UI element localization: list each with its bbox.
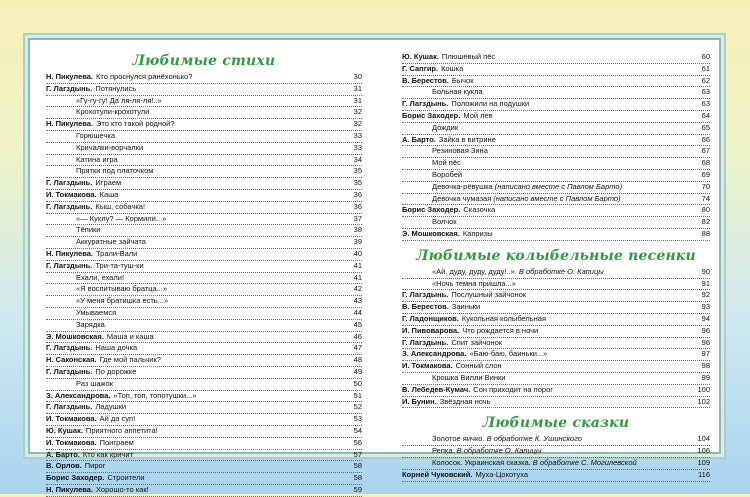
toc-entry-page-number: 35 xyxy=(353,166,362,176)
toc-entry-author: Г. Лагздынь. xyxy=(46,343,93,353)
toc-entry-title: Девочка-рёвушка xyxy=(432,181,493,191)
toc-entry xyxy=(402,182,710,194)
toc-entry xyxy=(402,99,710,111)
toc-entry xyxy=(402,361,710,373)
toc-entry-page-number: 102 xyxy=(697,396,710,406)
toc-entry-author: Н. Саконская. xyxy=(46,355,97,365)
toc-entry-title: Строители xyxy=(107,473,145,483)
toc-entry-page-number: 96 xyxy=(701,325,710,335)
toc-entry-page-number: 58 xyxy=(353,461,362,471)
toc-entry-author: Ю. Кушак. xyxy=(46,425,83,435)
toc-entry-page-number: 52 xyxy=(353,402,362,412)
toc-entry xyxy=(46,320,362,332)
toc-entry-author: Г. Ладонщиков. xyxy=(402,313,459,323)
toc-entry xyxy=(46,131,362,143)
toc-entry-title: Приятного аппетита! xyxy=(85,425,158,435)
toc-entry-title: Плюшевый пёс xyxy=(441,52,496,61)
toc-entry-author: В. Лебедев-Кумач. xyxy=(402,384,471,394)
toc-entry xyxy=(46,107,362,119)
toc-entry xyxy=(46,96,362,108)
toc-entry-page-number: 56 xyxy=(353,437,362,447)
toc-entry-title: Кошка xyxy=(441,63,464,73)
left-column xyxy=(46,52,362,497)
toc-entry xyxy=(402,446,710,458)
toc-entry xyxy=(46,308,362,320)
toc-entry xyxy=(46,343,362,355)
toc-entry-page-number: 57 xyxy=(353,449,362,459)
right-column xyxy=(402,52,710,482)
toc-entry xyxy=(46,261,362,273)
toc-list-tales xyxy=(402,434,710,481)
toc-entry-page-number: 68 xyxy=(701,158,710,168)
toc-entry-title: «Гу-гу-гу! Да ля-ля-ля!..» xyxy=(76,95,162,105)
toc-entry-note: В обработке К. Ушинского xyxy=(486,434,582,444)
toc-entry-author: Г. Лагздынь. xyxy=(402,290,449,300)
toc-entry xyxy=(46,214,362,226)
toc-entry-page-number: 90 xyxy=(701,266,710,276)
toc-entry xyxy=(402,314,710,326)
toc-entry-author: Корней Чуковский. xyxy=(402,469,473,479)
toc-entry-author: Г. Лагздынь. xyxy=(402,99,449,109)
toc-entry-title: Колосок. Украинская сказка. xyxy=(432,457,531,467)
toc-page xyxy=(28,38,721,494)
toc-entry xyxy=(402,290,710,302)
toc-entry-title: Катина игра xyxy=(76,154,118,164)
toc-entry xyxy=(46,355,362,367)
toc-entry xyxy=(402,76,710,88)
toc-entry-page-number: 33 xyxy=(353,142,362,152)
toc-entry-author: А. Барто. xyxy=(46,449,80,459)
section-title-lullabies: Любимые колыбельные песенки xyxy=(416,247,696,264)
toc-entry-author: И. Бунин. xyxy=(402,396,437,406)
toc-entry-title: «— Куклу? — Кормили...» xyxy=(76,213,167,223)
toc-entry-title: Муха-Цокотуха xyxy=(475,469,529,479)
toc-entry-author: Г. Лагздынь. xyxy=(46,201,93,211)
toc-entry-title: Потянулись xyxy=(95,83,137,93)
toc-entry xyxy=(46,237,362,249)
toc-entry-page-number: 37 xyxy=(353,213,362,223)
toc-entry-page-number: 88 xyxy=(701,228,710,238)
toc-entry-author: И. Пивоварова. xyxy=(402,325,460,335)
toc-entry-note: (написано вместе с Павлом Барто) xyxy=(493,193,621,203)
toc-entry xyxy=(46,367,362,379)
toc-entry-page-number: 60 xyxy=(701,52,710,61)
toc-entry-title: Дождик xyxy=(432,122,459,132)
toc-entry-title: Маша и каша xyxy=(106,331,154,341)
toc-entry-page-number: 36 xyxy=(353,189,362,199)
toc-entry xyxy=(402,170,710,182)
toc-entry xyxy=(402,434,710,446)
toc-entry xyxy=(46,284,362,296)
toc-entry-title: Пирог xyxy=(84,461,106,471)
toc-entry-page-number: 32 xyxy=(353,107,362,117)
toc-entry-title: Бычок xyxy=(451,75,474,85)
toc-entry-title: Это кто такой родной? xyxy=(96,119,175,129)
toc-entry-author: Н. Пикулева. xyxy=(46,484,94,494)
toc-entry xyxy=(402,135,710,147)
toc-entry-note: В обработке О. Капицы xyxy=(456,446,542,456)
toc-entry-page-number: 30 xyxy=(353,72,362,81)
toc-entry xyxy=(402,349,710,361)
toc-entry-author: Борис Заходер. xyxy=(46,473,105,483)
toc-entry xyxy=(46,178,362,190)
toc-entry xyxy=(402,326,710,338)
toc-entry-author: Г. Сапгир. xyxy=(402,63,439,73)
toc-entry-page-number: 51 xyxy=(353,390,362,400)
toc-entry-page-number: 66 xyxy=(701,134,710,144)
toc-entry-title: Прятки под платочком xyxy=(76,166,154,176)
toc-entry xyxy=(46,155,362,167)
toc-entry xyxy=(402,123,710,135)
toc-entry xyxy=(46,166,362,178)
toc-entry-author: Борис Заходер. xyxy=(402,205,461,215)
toc-entry-author: Э. Мошковская. xyxy=(402,228,460,238)
toc-entry-title: Кыш, собачка! xyxy=(95,201,146,211)
section-title-tales: Любимые сказки xyxy=(482,415,630,432)
toc-entry-title: Ехали, ехали! xyxy=(76,272,125,282)
toc-entry-title: Заиньки xyxy=(451,302,481,312)
toc-entry-title: Кукольная колыбельная xyxy=(461,313,547,323)
toc-entry-page-number: 106 xyxy=(697,446,710,456)
toc-entry-title: Крошка Вилли Винки xyxy=(432,372,506,382)
toc-entry-title: Зарядка xyxy=(76,319,105,329)
toc-entry xyxy=(46,379,362,391)
toc-entry-title: Аккуратные зайчата xyxy=(76,237,146,247)
toc-entry-page-number: 61 xyxy=(701,63,710,73)
toc-entry-title: «Ай, дуду, дуду, дуду!..». xyxy=(432,266,517,276)
toc-entry xyxy=(46,119,362,131)
toc-entry-page-number: 93 xyxy=(701,302,710,312)
toc-entry xyxy=(46,426,362,438)
toc-entry xyxy=(402,458,710,470)
toc-entry-page-number: 45 xyxy=(353,319,362,329)
toc-entry-title: Капризы xyxy=(462,228,493,238)
toc-entry-author: З. Александрова. xyxy=(402,349,467,359)
toc-entry-page-number: 92 xyxy=(701,290,710,300)
toc-entry-page-number: 53 xyxy=(353,414,362,424)
toc-entry-author: В. Берестов. xyxy=(402,302,449,312)
toc-entry-page-number: 31 xyxy=(353,83,362,93)
toc-entry xyxy=(46,485,362,497)
toc-entry xyxy=(402,338,710,350)
toc-entry-title: Сказочка xyxy=(463,205,496,215)
toc-entry xyxy=(46,461,362,473)
toc-entry-title: Больная кукла xyxy=(432,87,483,97)
toc-entry-title: Послушный зайчонок xyxy=(451,290,527,300)
toc-entry-page-number: 34 xyxy=(353,154,362,164)
toc-entry-page-number: 33 xyxy=(353,130,362,140)
toc-list-poems-continued xyxy=(402,52,710,241)
toc-entry-title: Ладушки xyxy=(95,402,127,412)
toc-entry-page-number: 96 xyxy=(701,337,710,347)
toc-entry-title: Тёпики xyxy=(76,225,101,235)
toc-entry-author: Ю. Кушак. xyxy=(402,52,439,61)
toc-entry-author: А. Барто. xyxy=(402,134,436,144)
toc-entry-page-number: 31 xyxy=(353,95,362,105)
toc-entry xyxy=(46,402,362,414)
toc-entry-page-number: 116 xyxy=(698,469,710,479)
toc-entry-title: Мой лев xyxy=(463,110,493,120)
toc-entry-title: Воробей xyxy=(432,169,463,179)
toc-entry-author: З. Александрова. xyxy=(46,390,111,400)
toc-entry-page-number: 97 xyxy=(701,349,710,359)
toc-list-poems xyxy=(46,72,362,497)
toc-entry xyxy=(46,72,362,84)
toc-entry xyxy=(402,267,710,279)
toc-entry-title: Каша xyxy=(99,189,119,199)
toc-entry-title: Кто проснулся ранёхонько? xyxy=(96,72,193,81)
toc-entry-author: Борис Заходер. xyxy=(402,110,461,120)
toc-entry-title: Волчок xyxy=(432,217,457,227)
toc-entry-title: Где мой пальчик? xyxy=(99,355,161,365)
toc-entry-page-number: 100 xyxy=(697,384,710,394)
toc-entry-author: В. Орлов. xyxy=(46,461,82,471)
toc-entry-page-number: 91 xyxy=(701,278,710,288)
toc-entry-page-number: 50 xyxy=(353,378,362,388)
toc-entry-title: Наша дочка xyxy=(95,343,138,353)
toc-entry-page-number: 94 xyxy=(701,313,710,323)
toc-entry xyxy=(46,225,362,237)
toc-entry-title: Девочка чумазая xyxy=(432,193,492,203)
toc-entry-page-number: 38 xyxy=(353,225,362,235)
toc-entry-title: Трали-Вали xyxy=(96,248,138,258)
toc-entry-title: Играем xyxy=(95,178,122,188)
toc-entry-page-number: 42 xyxy=(353,284,362,294)
toc-entry xyxy=(402,194,710,206)
toc-entry-page-number: 63 xyxy=(701,87,710,97)
toc-entry xyxy=(402,158,710,170)
toc-entry-author: В. Берестов. xyxy=(402,75,449,85)
toc-entry-title: Спит зайчонок xyxy=(451,337,503,347)
toc-entry-page-number: 109 xyxy=(697,457,710,467)
toc-entry-title: Хорошо-то как! xyxy=(96,484,149,494)
toc-entry xyxy=(46,450,362,462)
toc-entry-page-number: 36 xyxy=(353,201,362,211)
toc-entry xyxy=(46,332,362,344)
toc-entry-title: Репка. xyxy=(432,446,455,456)
toc-entry-author: И. Токмакова. xyxy=(46,437,97,447)
toc-entry xyxy=(46,249,362,261)
toc-entry-page-number: 39 xyxy=(353,237,362,247)
toc-entry-title: «Я воспитываю братца...» xyxy=(76,284,168,294)
toc-entry xyxy=(46,414,362,426)
toc-entry-page-number: 64 xyxy=(701,110,710,120)
toc-entry-page-number: 58 xyxy=(353,473,362,483)
toc-entry-page-number: 59 xyxy=(353,484,362,494)
toc-entry-title: Положили на подушки xyxy=(451,99,530,109)
toc-entry xyxy=(402,302,710,314)
toc-entry-page-number: 69 xyxy=(701,169,710,179)
toc-entry-author: И. Токмакова. xyxy=(46,189,97,199)
toc-entry-page-number: 74 xyxy=(701,193,710,203)
toc-entry-author: Г. Лагздынь. xyxy=(46,260,93,270)
toc-entry xyxy=(402,111,710,123)
toc-entry-title: Золотое яичко. xyxy=(432,434,485,444)
toc-entry-page-number: 98 xyxy=(701,361,710,371)
toc-entry xyxy=(402,279,710,291)
toc-entry-page-number: 32 xyxy=(353,119,362,129)
toc-entry-page-number: 48 xyxy=(353,355,362,365)
toc-entry-page-number: 80 xyxy=(701,205,710,215)
toc-entry xyxy=(402,146,710,158)
toc-entry-author: Г. Лагздынь. xyxy=(46,178,93,188)
toc-entry-author: Г. Лагздынь. xyxy=(46,366,93,376)
toc-entry-title: Поиграем xyxy=(99,437,134,447)
toc-entry-title: Раз шажок xyxy=(76,378,114,388)
toc-entry-author: Н. Пикулева. xyxy=(46,119,94,129)
toc-entry xyxy=(402,205,710,217)
toc-entry-page-number: 54 xyxy=(353,425,362,435)
toc-entry-title: Три-та-туш-ки xyxy=(95,260,144,270)
toc-entry-title: Резиновая Зина xyxy=(432,146,488,156)
toc-entry xyxy=(402,470,710,482)
toc-entry-author: Г. Лагздынь. xyxy=(46,402,93,412)
toc-entry-page-number: 99 xyxy=(701,372,710,382)
toc-entry xyxy=(402,64,710,76)
toc-entry xyxy=(402,52,710,64)
toc-entry-page-number: 43 xyxy=(353,296,362,306)
toc-entry-page-number: 40 xyxy=(353,248,362,258)
toc-entry-page-number: 41 xyxy=(353,272,362,282)
toc-entry-title: Кричалки-ворчалки xyxy=(76,142,144,152)
toc-entry-page-number: 49 xyxy=(353,366,362,376)
toc-entry-author: Г. Лагздынь. xyxy=(46,83,93,93)
section-title-poems: Любимые стихи xyxy=(132,53,276,69)
toc-entry xyxy=(46,84,362,96)
toc-entry xyxy=(46,473,362,485)
toc-entry xyxy=(46,273,362,285)
toc-entry-page-number: 70 xyxy=(701,181,710,191)
toc-entry-title: Ай да суп! xyxy=(99,414,136,424)
toc-entry-page-number: 62 xyxy=(701,75,710,85)
toc-entry-author: И. Токмакова. xyxy=(402,361,453,371)
toc-entry-page-number: 65 xyxy=(701,122,710,132)
toc-entry-title: Сон приходит на порог xyxy=(473,384,553,394)
toc-entry-author: И. Токмакова. xyxy=(46,414,97,424)
toc-entry-title: Звёздная ночь xyxy=(439,396,491,406)
toc-entry-title: Сонный слон xyxy=(455,361,502,371)
toc-entry-page-number: 104 xyxy=(697,434,710,444)
toc-entry xyxy=(402,217,710,229)
toc-entry-author: Э. Мошковская. xyxy=(46,331,104,341)
toc-entry-author: Г. Лагздынь. xyxy=(402,337,449,347)
toc-entry xyxy=(402,385,710,397)
toc-entry-page-number: 46 xyxy=(353,331,362,341)
toc-entry-title: Зайка в витрине xyxy=(438,134,496,144)
toc-entry-title: Горюшечка xyxy=(76,130,115,140)
toc-entry-page-number: 35 xyxy=(353,178,362,188)
toc-entry xyxy=(46,190,362,202)
toc-entry-note: (написано вместе с Павлом Барто) xyxy=(494,181,623,191)
toc-entry xyxy=(402,397,710,409)
toc-entry-page-number: 82 xyxy=(701,217,710,227)
toc-entry-author: Н. Пикулева. xyxy=(46,72,94,81)
toc-entry-author: Н. Пикулева. xyxy=(46,248,94,258)
toc-entry xyxy=(46,438,362,450)
toc-entry-page-number: 47 xyxy=(353,343,362,353)
toc-entry-title: Мой пёс xyxy=(432,158,461,168)
toc-entry-title: Крохотули-крохотули xyxy=(76,107,150,117)
toc-entry-page-number: 67 xyxy=(701,146,710,156)
toc-entry-title: Кто как кричит xyxy=(82,449,134,459)
toc-entry xyxy=(402,229,710,241)
toc-entry-note: В обработке С. Могилевской xyxy=(532,457,637,467)
toc-entry-page-number: 44 xyxy=(353,307,362,317)
toc-entry-title: Умываемся xyxy=(76,307,117,317)
toc-entry xyxy=(402,87,710,99)
toc-entry-title: По дорожке xyxy=(95,366,137,376)
toc-entry xyxy=(46,202,362,214)
toc-entry-page-number: 41 xyxy=(353,260,362,270)
toc-entry xyxy=(46,143,362,155)
toc-entry xyxy=(46,391,362,403)
toc-entry-title: «У меня братишка есть...» xyxy=(76,296,169,306)
toc-entry xyxy=(46,296,362,308)
toc-entry-title: «Ночь темна пришла...» xyxy=(432,278,516,288)
toc-entry xyxy=(402,373,710,385)
toc-entry-title: Что рождается в ночи xyxy=(462,325,539,335)
toc-entry-note: В обработке О. Капицы xyxy=(518,266,604,276)
toc-entry-title: «Топ, топ, топотушки...» xyxy=(113,390,197,400)
toc-entry-title: «Баю-баю, баиньки...» xyxy=(469,349,548,359)
toc-entry-page-number: 63 xyxy=(701,99,710,109)
toc-list-lullabies xyxy=(402,267,710,409)
